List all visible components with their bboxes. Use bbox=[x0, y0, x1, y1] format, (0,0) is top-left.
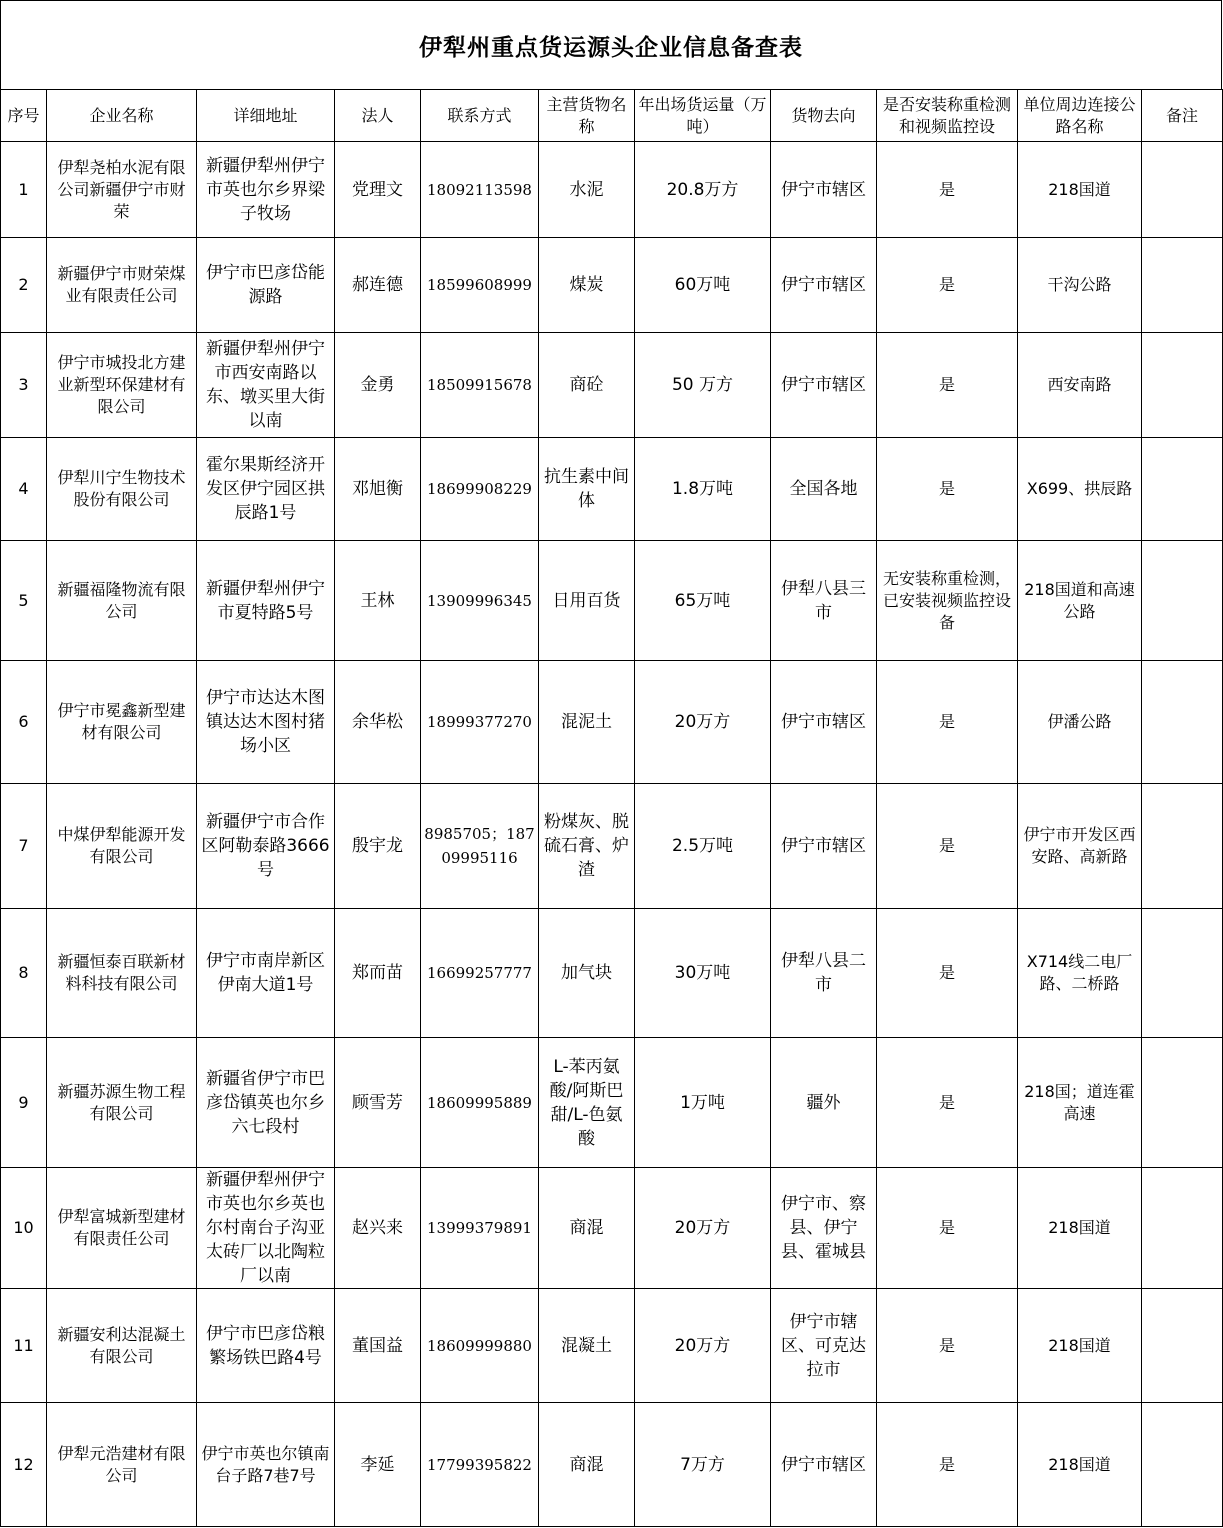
cell-address: 霍尔果斯经济开发区伊宁园区拱辰路1号 bbox=[197, 438, 335, 541]
cell-person: 郝连德 bbox=[335, 238, 421, 333]
cell-contact: 18092113598 bbox=[421, 142, 539, 238]
cell-destination: 伊犁八县三市 bbox=[771, 541, 877, 661]
cell-remark bbox=[1142, 541, 1223, 661]
cell-remark bbox=[1142, 1168, 1223, 1289]
table-title-cell bbox=[0, 0, 1222, 90]
cell-remark bbox=[1142, 1038, 1223, 1168]
header-name: 企业名称 bbox=[47, 90, 197, 142]
cell-goods: 抗生素中间体 bbox=[539, 438, 635, 541]
cell-goods: 商混 bbox=[539, 1168, 635, 1289]
cell-person: 余华松 bbox=[335, 661, 421, 784]
cell-name: 伊宁市冕鑫新型建材有限公司 bbox=[47, 661, 197, 784]
header-road: 单位周边连接公路名称 bbox=[1018, 90, 1142, 142]
cell-road: 伊宁市开发区西安路、高新路 bbox=[1018, 784, 1142, 909]
table-row bbox=[1, 661, 1223, 784]
cell-goods: 混凝土 bbox=[539, 1289, 635, 1403]
cell-installed: 是 bbox=[877, 784, 1018, 909]
cell-person: 郑而苗 bbox=[335, 909, 421, 1038]
table-row bbox=[1, 333, 1223, 438]
cell-address: 伊宁市达达木图镇达达木图村猪场小区 bbox=[197, 661, 335, 784]
cell-road: 西安南路 bbox=[1018, 333, 1142, 438]
cell-no: 2 bbox=[1, 238, 47, 333]
cell-contact: 18609999880 bbox=[421, 1289, 539, 1403]
header-contact: 联系方式 bbox=[421, 90, 539, 142]
cell-no: 4 bbox=[1, 438, 47, 541]
header-person: 法人 bbox=[335, 90, 421, 142]
cell-installed: 是 bbox=[877, 909, 1018, 1038]
cell-volume: 20万方 bbox=[635, 661, 771, 784]
header-row bbox=[1, 90, 1223, 142]
cell-road: 218国道 bbox=[1018, 1168, 1142, 1289]
cell-no: 6 bbox=[1, 661, 47, 784]
cell-goods: 日用百货 bbox=[539, 541, 635, 661]
cell-name: 伊犁元浩建材有限公司 bbox=[47, 1403, 197, 1527]
cell-remark bbox=[1142, 238, 1223, 333]
cell-installed: 是 bbox=[877, 238, 1018, 333]
cell-volume: 20万方 bbox=[635, 1168, 771, 1289]
cell-destination: 伊犁八县二市 bbox=[771, 909, 877, 1038]
cell-person: 邓旭衡 bbox=[335, 438, 421, 541]
cell-goods: 混泥土 bbox=[539, 661, 635, 784]
cell-volume: 65万吨 bbox=[635, 541, 771, 661]
cell-person: 赵兴来 bbox=[335, 1168, 421, 1289]
cell-volume: 20.8万方 bbox=[635, 142, 771, 238]
cell-contact: 16699257777 bbox=[421, 909, 539, 1038]
table-row bbox=[1, 1289, 1223, 1403]
header-goods: 主营货物名称 bbox=[539, 90, 635, 142]
cell-address: 伊宁市英也尔镇南台子路7巷7号 bbox=[197, 1403, 335, 1527]
cell-remark bbox=[1142, 142, 1223, 238]
cell-name: 伊犁富城新型建材有限责任公司 bbox=[47, 1168, 197, 1289]
cell-no: 5 bbox=[1, 541, 47, 661]
cell-road: X714线二电厂路、二桥路 bbox=[1018, 909, 1142, 1038]
cell-contact: 8985705；18709995116 bbox=[421, 784, 539, 909]
table-row bbox=[1, 438, 1223, 541]
cell-destination: 伊宁市辖区、可克达拉市 bbox=[771, 1289, 877, 1403]
cell-contact: 13999379891 bbox=[421, 1168, 539, 1289]
cell-installed: 是 bbox=[877, 661, 1018, 784]
cell-name: 新疆安利达混凝土有限公司 bbox=[47, 1289, 197, 1403]
table-row bbox=[1, 238, 1223, 333]
cell-address: 伊宁市巴彦岱粮繁场铁巴路4号 bbox=[197, 1289, 335, 1403]
header-remark: 备注 bbox=[1142, 90, 1223, 142]
cell-name: 新疆恒泰百联新材料科技有限公司 bbox=[47, 909, 197, 1038]
cell-no: 8 bbox=[1, 909, 47, 1038]
cell-person: 董国益 bbox=[335, 1289, 421, 1403]
cell-contact: 18999377270 bbox=[421, 661, 539, 784]
cell-volume: 1万吨 bbox=[635, 1038, 771, 1168]
cell-volume: 2.5万吨 bbox=[635, 784, 771, 909]
cell-name: 新疆福隆物流有限公司 bbox=[47, 541, 197, 661]
cell-goods: 水泥 bbox=[539, 142, 635, 238]
cell-remark bbox=[1142, 1403, 1223, 1527]
header-no: 序号 bbox=[1, 90, 47, 142]
header-destination: 货物去向 bbox=[771, 90, 877, 142]
cell-destination: 伊宁市辖区 bbox=[771, 142, 877, 238]
cell-installed: 无安装称重检测，已安装视频监控设备 bbox=[877, 541, 1018, 661]
cell-destination: 伊宁市、察县、伊宁县、霍城县 bbox=[771, 1168, 877, 1289]
cell-installed: 是 bbox=[877, 333, 1018, 438]
cell-installed: 是 bbox=[877, 1038, 1018, 1168]
table-row bbox=[1, 1168, 1223, 1289]
cell-goods: L-苯丙氨酸/阿斯巴甜/L-色氨酸 bbox=[539, 1038, 635, 1168]
cell-name: 新疆伊宁市财荣煤业有限责任公司 bbox=[47, 238, 197, 333]
cell-no: 9 bbox=[1, 1038, 47, 1168]
cell-address: 伊宁市南岸新区伊南大道1号 bbox=[197, 909, 335, 1038]
cell-no: 3 bbox=[1, 333, 47, 438]
cell-destination: 伊宁市辖区 bbox=[771, 238, 877, 333]
table-row bbox=[1, 1403, 1223, 1527]
cell-contact: 13909996345 bbox=[421, 541, 539, 661]
cell-volume: 50 万方 bbox=[635, 333, 771, 438]
cell-remark bbox=[1142, 1289, 1223, 1403]
header-installed: 是否安装称重检测和视频监控设 bbox=[877, 90, 1018, 142]
cell-remark bbox=[1142, 333, 1223, 438]
cell-road: 218国道 bbox=[1018, 142, 1142, 238]
cell-destination: 伊宁市辖区 bbox=[771, 784, 877, 909]
cell-destination: 疆外 bbox=[771, 1038, 877, 1168]
cell-address: 新疆伊宁市合作区阿勒泰路3666号 bbox=[197, 784, 335, 909]
cell-name: 伊宁市城投北方建业新型环保建材有限公司 bbox=[47, 333, 197, 438]
cell-volume: 1.8万吨 bbox=[635, 438, 771, 541]
cell-person: 殷宇龙 bbox=[335, 784, 421, 909]
page-title: 伊犁州重点货运源头企业信息备查表 bbox=[419, 33, 803, 61]
cell-installed: 是 bbox=[877, 142, 1018, 238]
cell-person: 王林 bbox=[335, 541, 421, 661]
cell-address: 新疆省伊宁市巴彦岱镇英也尔乡六七段村 bbox=[197, 1038, 335, 1168]
cell-person: 金勇 bbox=[335, 333, 421, 438]
cell-name: 中煤伊犁能源开发有限公司 bbox=[47, 784, 197, 909]
cell-person: 顾雪芳 bbox=[335, 1038, 421, 1168]
cell-remark bbox=[1142, 438, 1223, 541]
cell-address: 新疆伊犁州伊宁市英也尔乡英也尔村南台子沟亚太砖厂以北陶粒厂以南 bbox=[197, 1168, 335, 1289]
cell-installed: 是 bbox=[877, 1403, 1018, 1527]
cell-road: 伊潘公路 bbox=[1018, 661, 1142, 784]
cell-road: 218国道 bbox=[1018, 1403, 1142, 1527]
cell-remark bbox=[1142, 909, 1223, 1038]
cell-road: 218国道 bbox=[1018, 1289, 1142, 1403]
cell-road: 干沟公路 bbox=[1018, 238, 1142, 333]
cell-address: 新疆伊犁州伊宁市西安南路以东、墩买里大街以南 bbox=[197, 333, 335, 438]
cell-volume: 20万方 bbox=[635, 1289, 771, 1403]
table-row bbox=[1, 142, 1223, 238]
cell-contact: 18699908229 bbox=[421, 438, 539, 541]
cell-no: 11 bbox=[1, 1289, 47, 1403]
cell-name: 伊犁尧柏水泥有限公司新疆伊宁市财荣 bbox=[47, 142, 197, 238]
header-volume: 年出场货运量（万吨） bbox=[635, 90, 771, 142]
table-row bbox=[1, 784, 1223, 909]
cell-goods: 煤炭 bbox=[539, 238, 635, 333]
cell-road: X699、拱辰路 bbox=[1018, 438, 1142, 541]
cell-contact: 18609995889 bbox=[421, 1038, 539, 1168]
cell-person: 党理文 bbox=[335, 142, 421, 238]
cell-installed: 是 bbox=[877, 438, 1018, 541]
cell-name: 伊犁川宁生物技术股份有限公司 bbox=[47, 438, 197, 541]
cell-goods: 商混 bbox=[539, 1403, 635, 1527]
cell-volume: 30万吨 bbox=[635, 909, 771, 1038]
cell-goods: 粉煤灰、脱硫石膏、炉渣 bbox=[539, 784, 635, 909]
cell-remark bbox=[1142, 661, 1223, 784]
cell-no: 12 bbox=[1, 1403, 47, 1527]
cell-address: 新疆伊犁州伊宁市夏特路5号 bbox=[197, 541, 335, 661]
cell-road: 218国道和高速公路 bbox=[1018, 541, 1142, 661]
cell-remark bbox=[1142, 784, 1223, 909]
table-row bbox=[1, 541, 1223, 661]
cell-no: 10 bbox=[1, 1168, 47, 1289]
cell-no: 1 bbox=[1, 142, 47, 238]
cell-person: 李延 bbox=[335, 1403, 421, 1527]
cell-volume: 7万方 bbox=[635, 1403, 771, 1527]
table-row bbox=[1, 909, 1223, 1038]
cell-installed: 是 bbox=[877, 1289, 1018, 1403]
header-address: 详细地址 bbox=[197, 90, 335, 142]
cell-contact: 18509915678 bbox=[421, 333, 539, 438]
cell-contact: 18599608999 bbox=[421, 238, 539, 333]
cell-address: 新疆伊犁州伊宁市英也尔乡界梁子牧场 bbox=[197, 142, 335, 238]
enterprise-table bbox=[0, 89, 1223, 1527]
table-row bbox=[1, 1038, 1223, 1168]
cell-destination: 伊宁市辖区 bbox=[771, 661, 877, 784]
cell-destination: 全国各地 bbox=[771, 438, 877, 541]
cell-goods: 加气块 bbox=[539, 909, 635, 1038]
cell-destination: 伊宁市辖区 bbox=[771, 1403, 877, 1527]
cell-no: 7 bbox=[1, 784, 47, 909]
cell-contact: 17799395822 bbox=[421, 1403, 539, 1527]
cell-volume: 60万吨 bbox=[635, 238, 771, 333]
cell-address: 伊宁市巴彦岱能源路 bbox=[197, 238, 335, 333]
cell-goods: 商砼 bbox=[539, 333, 635, 438]
cell-destination: 伊宁市辖区 bbox=[771, 333, 877, 438]
cell-installed: 是 bbox=[877, 1168, 1018, 1289]
cell-name: 新疆苏源生物工程有限公司 bbox=[47, 1038, 197, 1168]
cell-road: 218国；道连霍高速 bbox=[1018, 1038, 1142, 1168]
